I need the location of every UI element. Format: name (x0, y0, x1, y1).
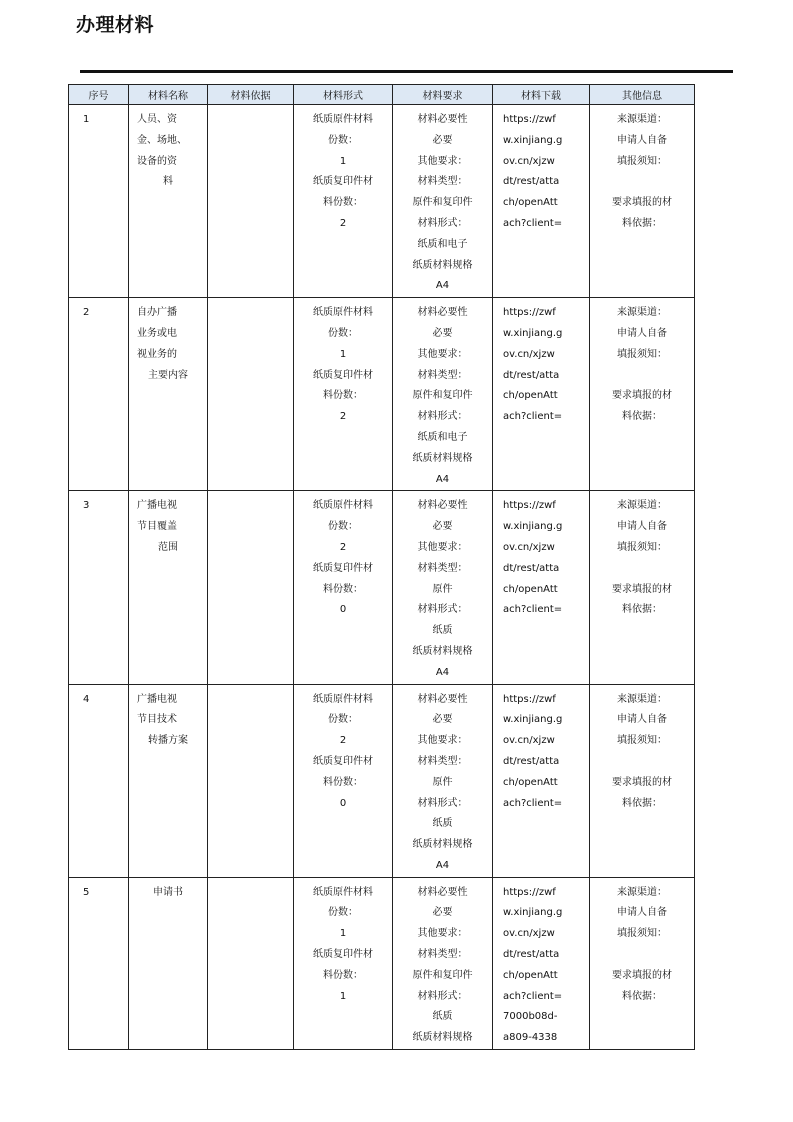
cell-text-line: 份数： (328, 521, 358, 533)
cell-text-line: 纸质原件材料 (313, 500, 373, 512)
download-link-line[interactable]: w.xinjiang.g (503, 134, 563, 146)
cell-text-line (594, 752, 690, 773)
cell-text-line: 申请人自备 (617, 907, 667, 919)
cell-no (69, 298, 129, 491)
cell-text-line: 材料形式： (417, 411, 468, 423)
cell-text-line: 材料类型： (417, 369, 468, 381)
cell-text-line: 填报须知： (617, 541, 667, 553)
cell-text-line (594, 172, 690, 193)
cell-text-line: 填报须知： (617, 928, 667, 940)
cell-text-line: 其他要求： (417, 541, 468, 553)
cell-text-line: 纸质复印件材 (313, 176, 373, 188)
cell-text-line: 材料类型： (417, 176, 468, 188)
cell-material-form (294, 491, 393, 684)
cell-text-line: 2 (339, 217, 347, 229)
header-download: 材料下载 (493, 85, 590, 105)
cell-text-line: 材料形式： (417, 990, 468, 1002)
cell-other-info (590, 491, 695, 684)
cell-text-line: A4 (435, 666, 450, 678)
header-requirements: 材料要求 (393, 85, 493, 105)
cell-no (69, 491, 129, 684)
cell-material-name (129, 298, 208, 491)
cell-text-line: 料 (163, 176, 173, 188)
cell-text-line: 纸质和电子 (417, 431, 468, 443)
cell-text-line: 广播电视 (137, 693, 177, 705)
cell-text-line: 纸质复印件材 (313, 562, 373, 574)
cell-text-line: 材料类型： (417, 755, 468, 767)
cell-text-line: 转播方案 (148, 735, 188, 747)
cell-text-line: 材料形式： (417, 217, 468, 229)
cell-text-line: 来源渠道： (617, 886, 667, 898)
header-form: 材料形式 (294, 85, 393, 105)
cell-text-line: 2 (339, 735, 347, 747)
table-row (69, 105, 695, 298)
cell-text-line: 要求填报的材 (612, 583, 672, 595)
cell-text-line: 要求填报的材 (612, 197, 672, 209)
cell-text-line: 份数： (328, 327, 358, 339)
cell-text-line: 设备的资 (137, 155, 177, 167)
cell-text-line: 纸质材料规格 (412, 645, 473, 657)
cell-text-line: 材料必要性 (417, 114, 468, 125)
cell-text-line: 1 (339, 155, 347, 167)
cell-text-line: 材料形式： (417, 797, 468, 809)
cell-text-line: 纸质材料规格 (412, 1032, 473, 1044)
header-no: 序号 (69, 85, 129, 105)
cell-text-line: 其他要求： (417, 928, 468, 940)
cell-material-requirements (393, 877, 493, 1049)
cell-text-line: 视业务的 (137, 348, 177, 360)
cell-text-line: 申请人自备 (617, 521, 667, 533)
cell-text-line: 申请书 (153, 886, 183, 898)
download-link-line[interactable]: ach?client= (503, 990, 563, 1002)
cell-material-requirements (393, 298, 493, 491)
cell-text-line: 原件 (432, 776, 453, 788)
cell-material-form (294, 877, 393, 1049)
cell-text-line: 其他要求： (417, 348, 468, 360)
cell-text-line: 原件和复印件 (412, 390, 473, 402)
cell-text-line: A4 (435, 859, 450, 871)
title-divider (80, 70, 733, 73)
download-link-line[interactable]: ov.cn/xjzw (503, 155, 555, 167)
cell-text-line: 纸质原件材料 (313, 693, 373, 705)
cell-text-line: 原件和复印件 (412, 969, 473, 981)
cell-text-line: 份数： (328, 134, 358, 146)
cell-text-line: 纸质 (432, 818, 453, 830)
cell-text-line: 料依据： (622, 797, 662, 809)
download-link-line[interactable]: ov.cn/xjzw (503, 541, 555, 553)
cell-material-basis (208, 491, 294, 684)
cell-text-line: 填报须知： (617, 155, 667, 167)
cell-text-line: 来源渠道： (617, 307, 667, 319)
cell-text-line (594, 559, 690, 580)
cell-other-info (590, 684, 695, 877)
cell-text-line: 业务或电 (137, 327, 177, 339)
cell-text-line: 料份数： (323, 776, 363, 788)
download-link-line[interactable]: ach?client= (503, 217, 563, 229)
cell-text-line: 纸质 (432, 625, 453, 637)
cell-text-line: 料份数： (323, 390, 363, 402)
cell-text-line: 节目技术 (137, 714, 177, 726)
cell-text-line: 纸质复印件材 (313, 949, 373, 961)
download-link-line[interactable]: dt/rest/atta (503, 369, 560, 381)
cell-text-line: 纸质和电子 (417, 238, 468, 250)
cell-text-line: 纸质 (432, 1011, 453, 1023)
cell-text-line: 0 (339, 797, 347, 809)
page-title: 办理材料 (76, 14, 155, 36)
cell-no (69, 105, 129, 298)
cell-text-line: 份数： (328, 907, 358, 919)
download-link-line[interactable]: w.xinjiang.g (503, 521, 563, 533)
table-header-row (69, 85, 695, 105)
download-link-line[interactable]: ch/openAtt (503, 390, 558, 402)
download-link-line[interactable]: dt/rest/atta (503, 176, 560, 188)
materials-table (68, 84, 695, 1050)
cell-text-line: 要求填报的材 (612, 969, 672, 981)
download-link-line[interactable]: ch/openAtt (503, 776, 558, 788)
download-link-line[interactable]: 7000b08d- (503, 1011, 558, 1023)
cell-text-line: 料依据： (622, 217, 662, 229)
download-link-line[interactable]: dt/rest/atta (503, 755, 560, 767)
cell-text-line: 其他要求： (417, 735, 468, 747)
cell-text-line: 申请人自备 (617, 714, 667, 726)
cell-text-line: 纸质原件材料 (313, 886, 373, 898)
header-other: 其他信息 (590, 85, 695, 105)
download-link-line[interactable]: ov.cn/xjzw (503, 348, 555, 360)
cell-material-form (294, 298, 393, 491)
cell-text-line: 材料必要性 (417, 886, 468, 898)
download-link-line[interactable]: w.xinjiang.g (503, 714, 563, 726)
download-link-line[interactable]: ov.cn/xjzw (503, 735, 555, 747)
cell-text-line: 纸质材料规格 (412, 839, 473, 851)
download-link-line[interactable]: ach?client= (503, 604, 563, 616)
download-link-line[interactable]: https://zwf (503, 886, 556, 898)
download-link-line[interactable]: dt/rest/atta (503, 562, 560, 574)
download-link-line[interactable]: w.xinjiang.g (503, 327, 563, 339)
cell-material-name (129, 105, 208, 298)
download-link-line[interactable]: a809-4338 (503, 1032, 558, 1044)
cell-text-line: 纸质复印件材 (313, 369, 373, 381)
cell-material-form (294, 105, 393, 298)
cell-text-line: 料份数： (323, 197, 363, 209)
cell-material-basis (208, 877, 294, 1049)
table-row (69, 298, 695, 491)
download-link-line[interactable]: ch/openAtt (503, 969, 558, 981)
download-link-line[interactable]: ov.cn/xjzw (503, 928, 555, 940)
cell-text-line: 纸质材料规格 (412, 259, 473, 271)
cell-text-line: 自办广播 (137, 307, 177, 319)
cell-material-requirements (393, 105, 493, 298)
cell-material-download (493, 877, 590, 1049)
cell-text-line: 广播电视 (137, 500, 177, 512)
cell-text-line: 必要 (432, 134, 453, 146)
cell-text-line: 材料类型： (417, 562, 468, 574)
download-link-line[interactable]: ch/openAtt (503, 583, 558, 595)
cell-text-line: 材料必要性 (417, 500, 468, 512)
cell-text-line: 人员、资 (137, 114, 177, 125)
row-number: 2 (83, 307, 90, 319)
cell-material-download (493, 105, 590, 298)
cell-text-line: A4 (435, 280, 450, 292)
header-basis: 材料依据 (208, 85, 294, 105)
download-link-line[interactable]: ach?client= (503, 797, 563, 809)
cell-text-line: 必要 (432, 521, 453, 533)
cell-text-line: 其他要求： (417, 155, 468, 167)
cell-text-line: 份数： (328, 714, 358, 726)
download-link-line[interactable]: https://zwf (503, 500, 556, 512)
cell-text-line: 料依据： (622, 990, 662, 1002)
table-row (69, 684, 695, 877)
download-link-line[interactable]: https://zwf (503, 307, 556, 319)
cell-text-line: 材料必要性 (417, 307, 468, 319)
cell-text-line: 原件 (432, 583, 453, 595)
cell-text-line: 纸质材料规格 (412, 452, 473, 464)
cell-text-line: 2 (339, 541, 347, 553)
cell-material-form (294, 684, 393, 877)
table-row (69, 877, 695, 1049)
cell-text-line: 来源渠道： (617, 500, 667, 512)
cell-text-line: 主要内容 (148, 369, 188, 381)
cell-other-info (590, 877, 695, 1049)
row-number: 4 (83, 693, 90, 705)
cell-text-line: 要求填报的材 (612, 776, 672, 788)
cell-material-download (493, 298, 590, 491)
cell-text-line: 材料类型： (417, 949, 468, 961)
cell-material-basis (208, 684, 294, 877)
row-number: 1 (83, 114, 90, 125)
cell-text-line: 料份数： (323, 969, 363, 981)
cell-text-line: 要求填报的材 (612, 390, 672, 402)
cell-text-line: 纸质复印件材 (313, 755, 373, 767)
cell-text-line: 范围 (158, 541, 178, 553)
cell-material-requirements (393, 684, 493, 877)
cell-text-line: 金、场地、 (137, 134, 187, 146)
cell-text-line: 1 (339, 928, 347, 940)
cell-text-line: 料份数： (323, 583, 363, 595)
cell-text-line: 申请人自备 (617, 327, 667, 339)
download-link-line[interactable]: ch/openAtt (503, 197, 558, 209)
cell-text-line: A4 (435, 473, 450, 485)
header-name: 材料名称 (129, 85, 208, 105)
cell-no (69, 684, 129, 877)
cell-text-line (594, 366, 690, 387)
download-link-line[interactable]: https://zwf (503, 114, 556, 125)
cell-material-name (129, 877, 208, 1049)
download-link-line[interactable]: ach?client= (503, 411, 563, 423)
cell-text-line: 填报须知： (617, 735, 667, 747)
cell-text-line: 材料形式： (417, 604, 468, 616)
cell-no (69, 877, 129, 1049)
cell-text-line: 必要 (432, 714, 453, 726)
cell-text-line: 来源渠道： (617, 114, 667, 125)
cell-text-line: 1 (339, 990, 347, 1002)
cell-material-basis (208, 105, 294, 298)
cell-text-line: 申请人自备 (617, 134, 667, 146)
cell-text-line: 来源渠道： (617, 693, 667, 705)
cell-text-line: 料依据： (622, 411, 662, 423)
cell-material-name (129, 491, 208, 684)
cell-text-line: 纸质原件材料 (313, 307, 373, 319)
cell-material-requirements (393, 491, 493, 684)
cell-text-line: 必要 (432, 327, 453, 339)
table-row (69, 491, 695, 684)
download-link-line[interactable]: w.xinjiang.g (503, 907, 563, 919)
cell-material-download (493, 491, 590, 684)
download-link-line[interactable]: dt/rest/atta (503, 949, 560, 961)
cell-material-basis (208, 298, 294, 491)
cell-text-line: 填报须知： (617, 348, 667, 360)
cell-text-line: 2 (339, 411, 347, 423)
cell-text-line: 1 (339, 348, 347, 360)
cell-other-info (590, 298, 695, 491)
cell-material-download (493, 684, 590, 877)
cell-text-line: 料依据： (622, 604, 662, 616)
cell-other-info (590, 105, 695, 298)
cell-material-name (129, 684, 208, 877)
cell-text-line: 0 (339, 604, 347, 616)
row-number: 5 (83, 886, 90, 898)
cell-text-line: 材料必要性 (417, 693, 468, 705)
cell-text-line (594, 945, 690, 966)
cell-text-line: 纸质原件材料 (313, 114, 373, 125)
cell-text-line: 必要 (432, 907, 453, 919)
row-number: 3 (83, 500, 90, 512)
download-link-line[interactable]: https://zwf (503, 693, 556, 705)
cell-text-line: 原件和复印件 (412, 197, 473, 209)
cell-text-line: 节目覆盖 (137, 521, 177, 533)
